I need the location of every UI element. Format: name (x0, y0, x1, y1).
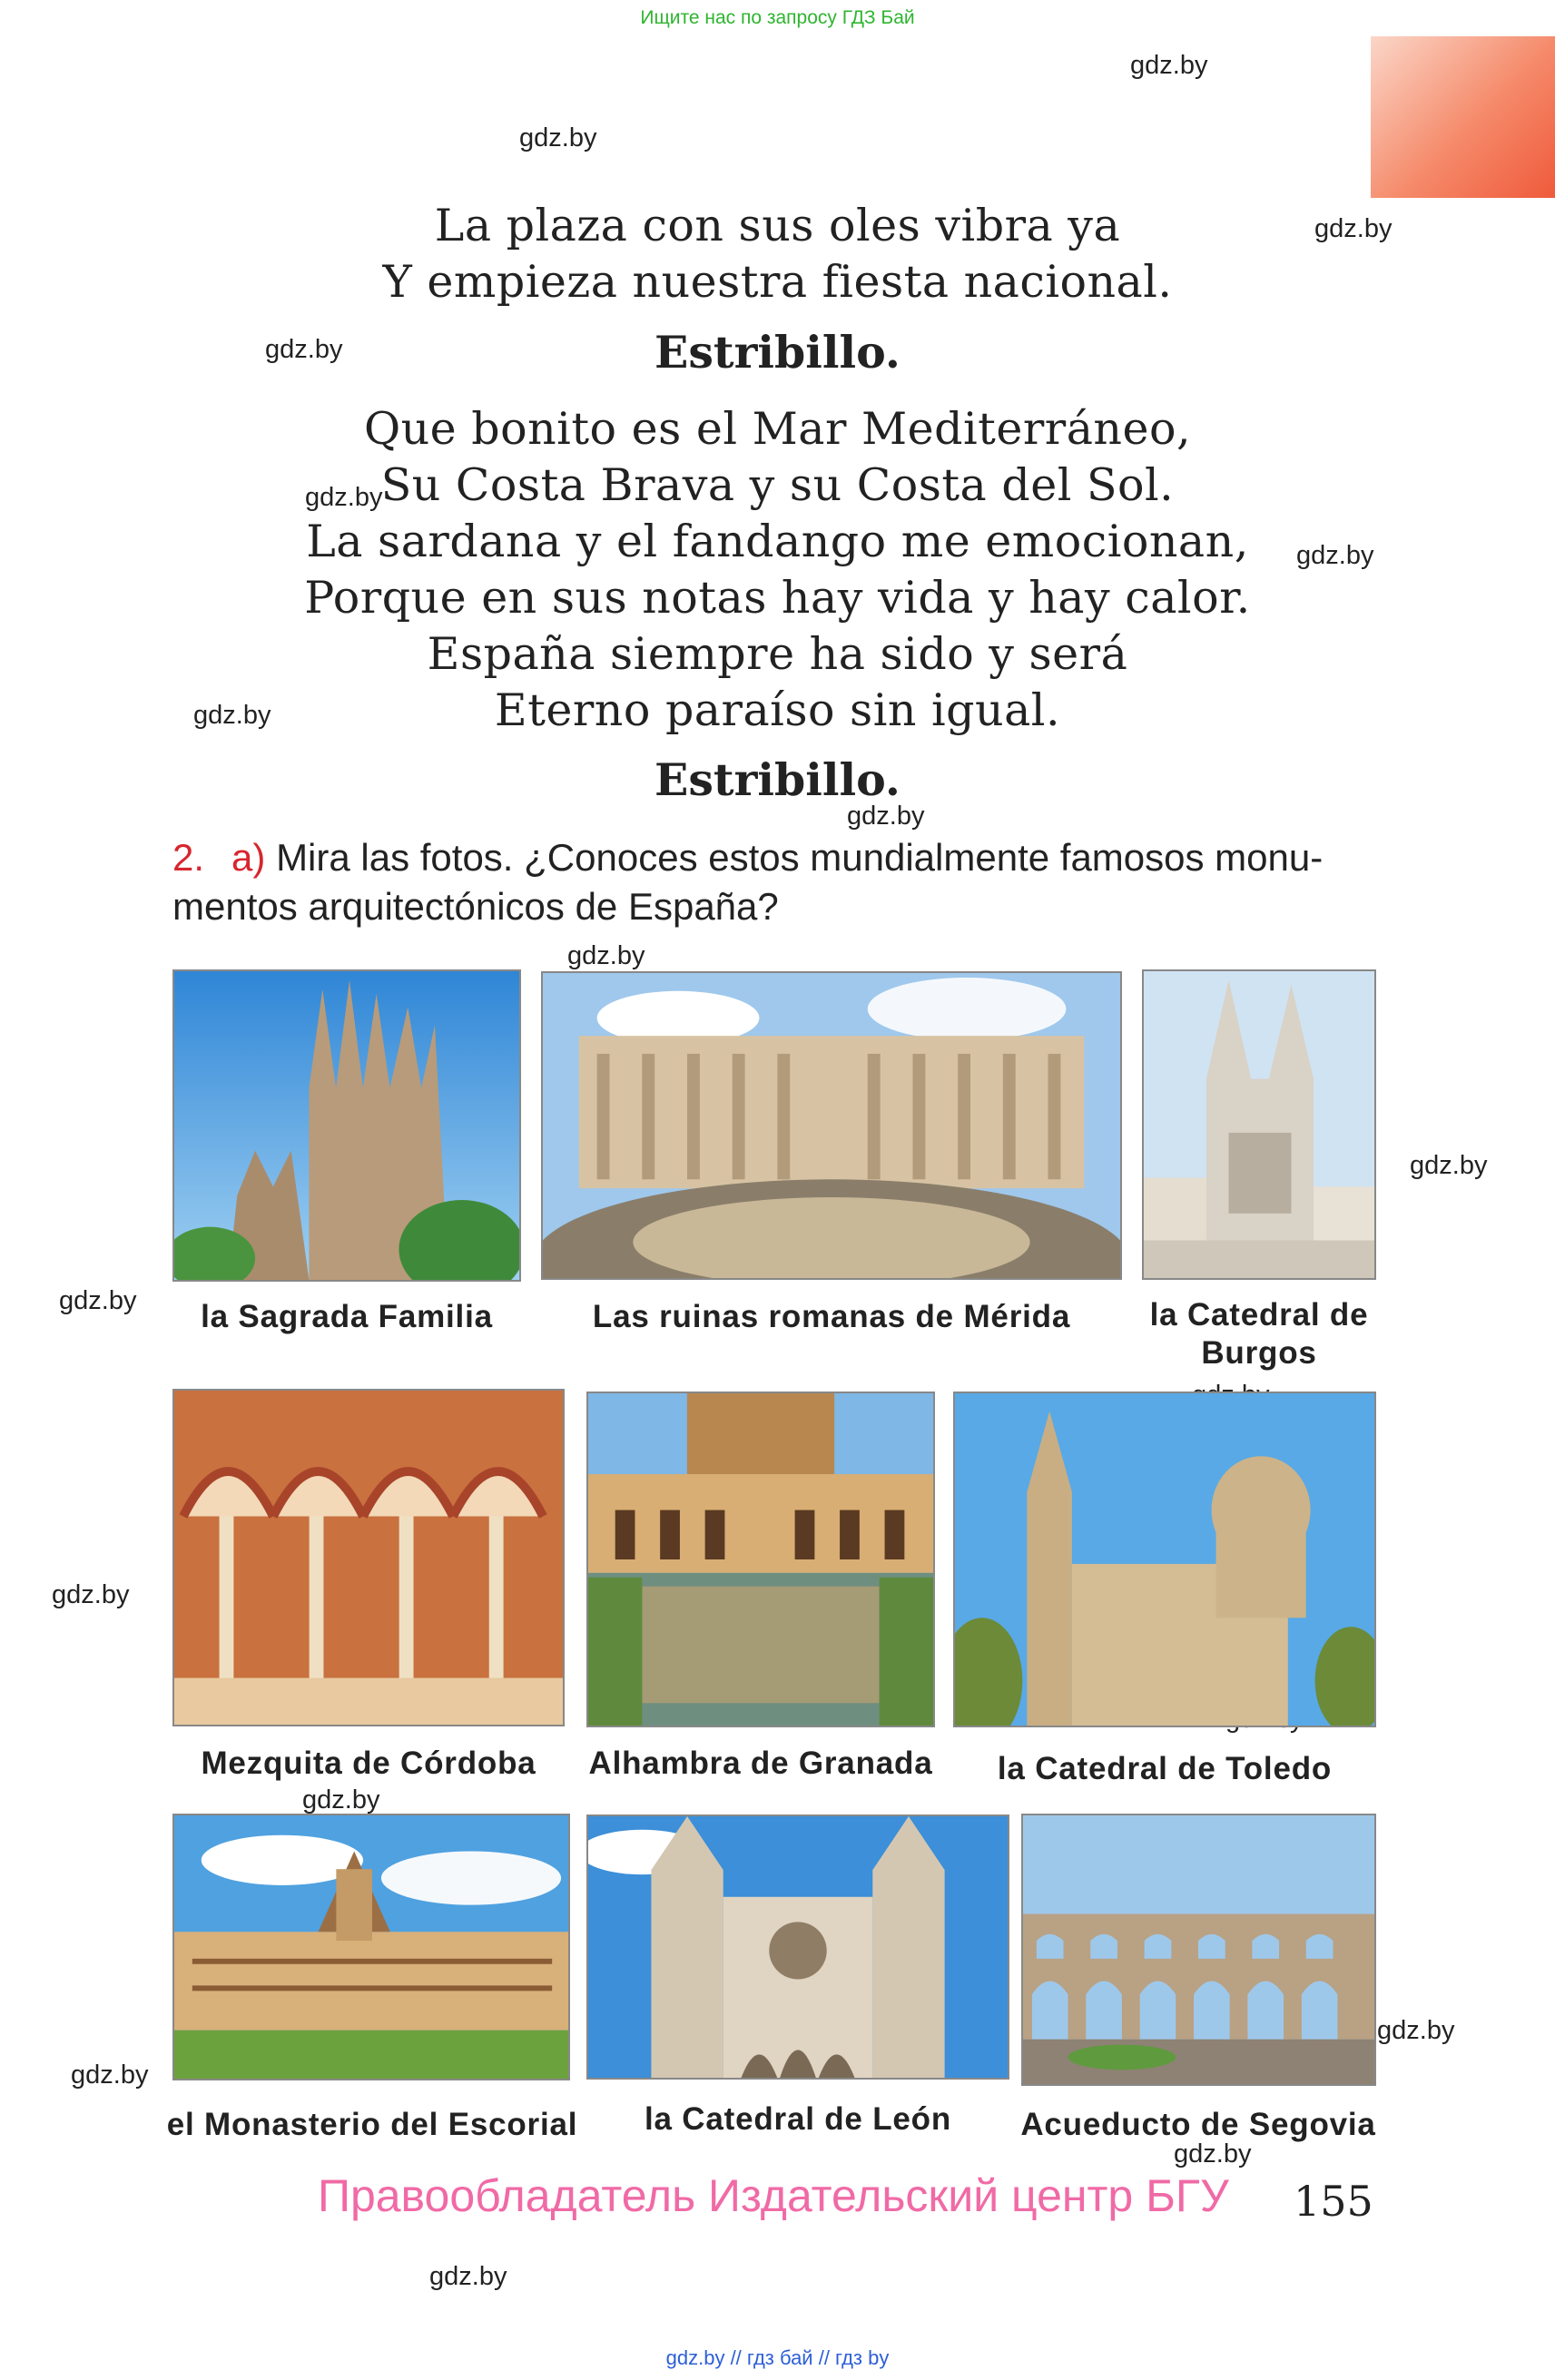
page-number: 155 (1294, 2177, 1373, 2226)
refrain: Estribillo. (654, 753, 901, 806)
watermark: gdz.by (302, 1785, 380, 1815)
top-banner[interactable]: Ищите нас по запросу ГДЗ Бай (640, 7, 915, 28)
watermark: gdz.by (1130, 51, 1208, 80)
poem-line: España siempre ha sido y será (427, 628, 1128, 680)
watermark: gdz.by (847, 802, 925, 831)
refrain: Estribillo. (654, 326, 901, 379)
task-2a (172, 833, 1389, 931)
toledo-cathedral-photo (953, 1392, 1376, 1727)
watermark: gdz.by (59, 1286, 137, 1315)
watermark: gdz.by (265, 335, 343, 364)
poem-stanza-1 (0, 198, 1555, 310)
watermark: gdz.by (519, 123, 597, 152)
poem-stanza-2 (0, 401, 1555, 739)
escorial-photo (172, 1814, 570, 2080)
watermark: gdz.by (1377, 2016, 1455, 2045)
poem-line: La plaza con sus oles vibra ya (434, 200, 1121, 251)
poem-line: Eterno paraíso sin igual. (494, 684, 1061, 736)
task-part: a) (231, 836, 266, 879)
cordoba-mosque-photo (172, 1389, 565, 1726)
poem-line: Su Costa Brava y su Costa del Sol. (380, 459, 1175, 511)
photo-caption: Las ruinas romanas de Mérida (592, 1299, 1071, 1334)
photo-caption: la Catedral de León (644, 2101, 952, 2137)
photo-caption: Alhambra de Granada (588, 1746, 933, 1781)
watermark: gdz.by (305, 483, 383, 512)
corner-tab (1371, 36, 1555, 198)
watermark: gdz.by (429, 2262, 507, 2291)
photo-caption: Mezquita de Córdoba (201, 1746, 536, 1781)
watermark: gdz.by (1314, 214, 1393, 243)
watermark: gdz.by (71, 2060, 149, 2090)
poem-line: La sardana y el fandango me emocionan, (306, 516, 1249, 567)
burgos-cathedral-photo (1142, 969, 1376, 1280)
watermark: gdz.by (52, 1580, 130, 1609)
watermark: gdz.by (1296, 541, 1374, 570)
rights-holder: Правообладатель Издательский центр БГУ (318, 2170, 1229, 2221)
merida-ruins-photo (541, 971, 1122, 1280)
photo-caption: Acueducto de Segovia (1020, 2107, 1376, 2142)
leon-cathedral-photo (586, 1815, 1009, 2080)
segovia-aqueduct-photo (1021, 1814, 1376, 2086)
task-text: Mira las fotos. ¿Conoces estos mundialmente famosos monu-mentos arquitectónicos de España? (172, 836, 1324, 928)
poem-line: Que bonito es el Mar Mediterráneo, (363, 403, 1192, 455)
watermark: gdz.by (567, 941, 645, 970)
photo-caption: la Catedral de Burgos (1149, 1297, 1369, 1371)
poem-line: Porque en sus notas hay vida y hay calor. (304, 572, 1251, 624)
watermark: gdz.by (193, 701, 271, 730)
watermark: gdz.by (1174, 2139, 1252, 2169)
footer-links[interactable]: gdz.by // гдз бай // гдз by (665, 2346, 890, 2369)
task-number: 2. (172, 836, 205, 879)
photo-caption: la Catedral de Toledo (997, 1751, 1333, 1786)
watermark: gdz.by (1410, 1151, 1488, 1180)
alhambra-photo (586, 1392, 935, 1727)
sagrada-familia-photo (172, 969, 521, 1282)
poem-line: Y empieza nuestra fiesta nacional. (382, 256, 1173, 308)
photo-caption: el Monasterio del Escorial (166, 2107, 578, 2142)
photo-caption: la Sagrada Familia (201, 1299, 493, 1334)
